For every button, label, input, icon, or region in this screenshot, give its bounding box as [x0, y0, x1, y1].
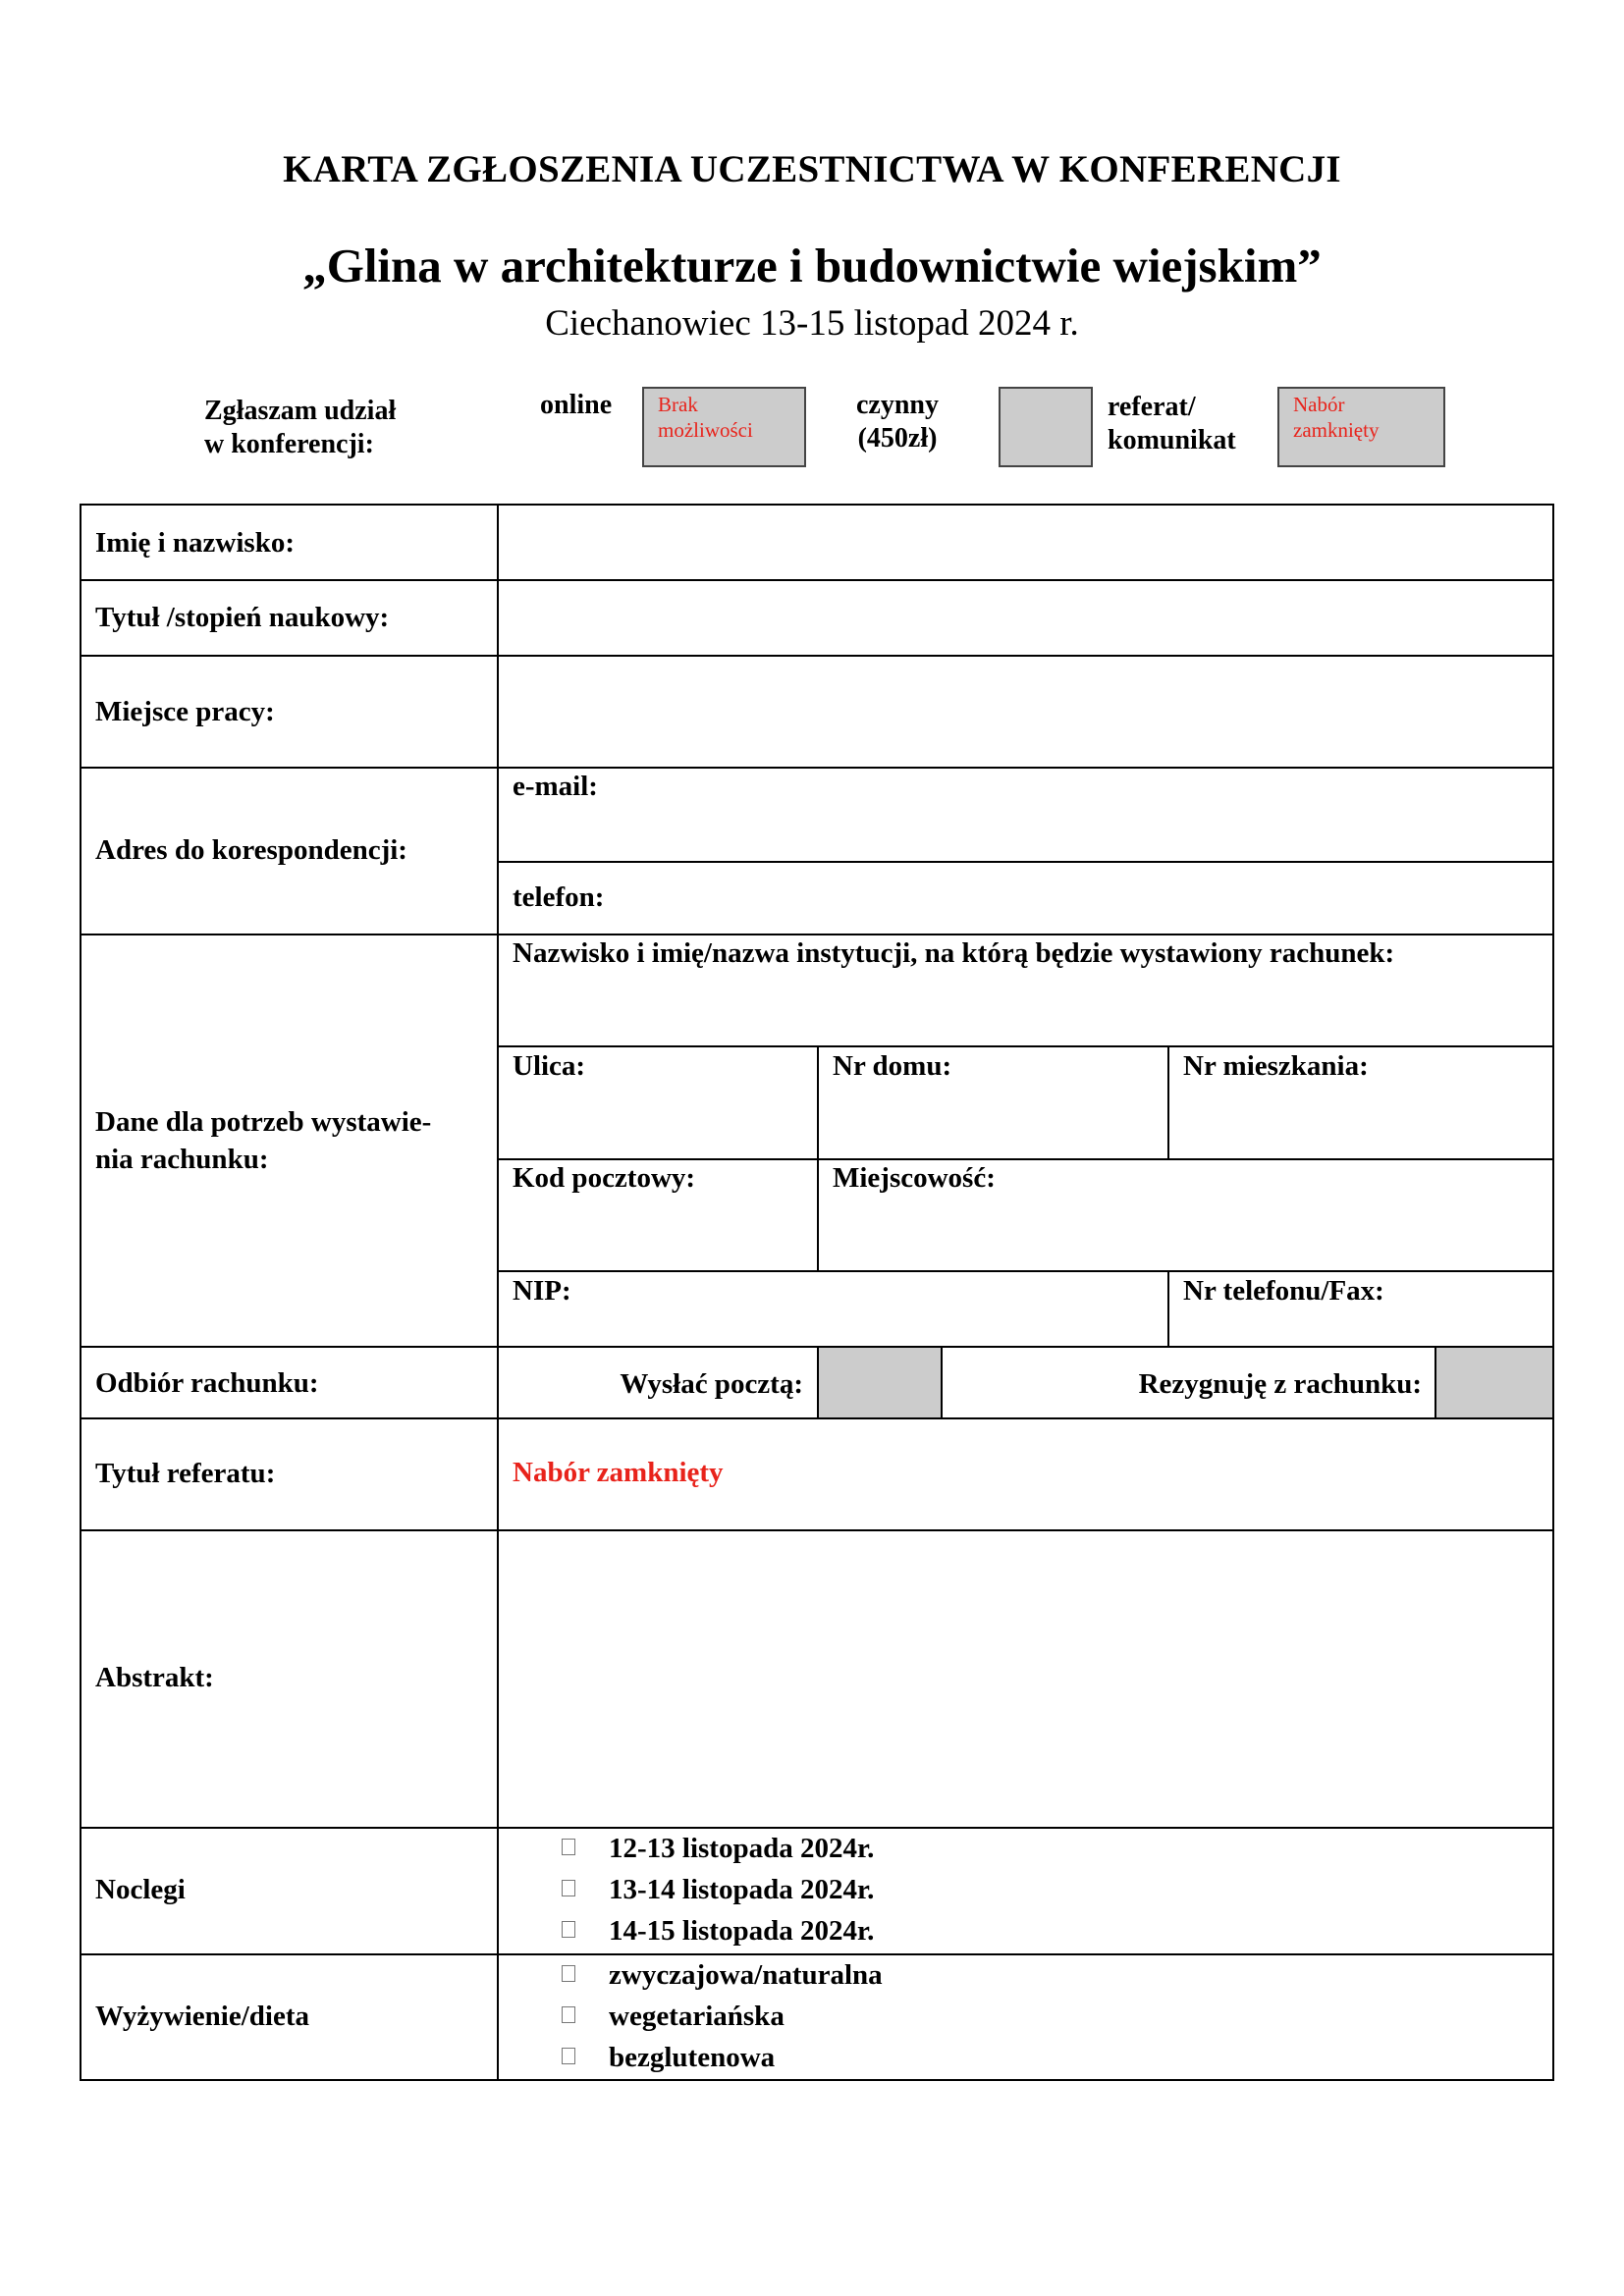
table-line [80, 2079, 1554, 2081]
name-label: Imię i nazwisko: [95, 527, 295, 559]
lodging-label: Noclegi [95, 1874, 186, 1905]
send-by-post-label: Wysłać pocztą: [620, 1368, 803, 1400]
phone-label: telefon: [513, 881, 605, 913]
abstract-input[interactable] [500, 1532, 1551, 1826]
table-line [80, 767, 1554, 769]
paper-title-label: Tytuł referatu: [95, 1458, 276, 1489]
no-invoice-checkbox[interactable] [1436, 1347, 1552, 1417]
diet-label: Wyżywienie/dieta [95, 2001, 309, 2032]
online-checkbox[interactable]: Brak możliwości [642, 387, 806, 467]
table-line [80, 1827, 1554, 1829]
lodging-option-3-checkbox[interactable] [562, 1921, 575, 1938]
abstract-label: Abstrakt: [95, 1662, 214, 1693]
workplace-input[interactable] [500, 658, 1551, 766]
lodging-option-2-checkbox[interactable] [562, 1880, 575, 1896]
table-line [1167, 1045, 1169, 1158]
table-line [498, 861, 1554, 863]
email-label: e-mail: [513, 771, 598, 802]
paper-checkbox[interactable]: Nabór zamknięty [1277, 387, 1445, 467]
table-line [80, 1417, 1554, 1419]
postal-code-label: Kod pocztowy: [513, 1162, 696, 1194]
table-line [498, 1270, 1554, 1272]
diet-option-1-checkbox[interactable] [562, 1965, 575, 1982]
lodging-option-2-label: 13-14 listopada 2024r. [609, 1874, 875, 1905]
table-line [817, 1045, 819, 1270]
online-label: online [540, 390, 613, 420]
invoice-receipt-label: Odbiór rachunku: [95, 1367, 319, 1399]
diet-option-2-label: wegetariańska [609, 2001, 785, 2032]
table-line [498, 1045, 1554, 1047]
invoice-data-label: Dane dla potrzeb wystawie- nia rachunku: [95, 1106, 432, 1175]
flat-number-label: Nr mieszkania: [1183, 1050, 1369, 1082]
active-participation-checkbox[interactable] [999, 387, 1093, 467]
participation-label: Zgłaszam udział w konferencji: [204, 396, 397, 459]
table-line [80, 504, 81, 2081]
city-label: Miejscowość: [833, 1162, 996, 1194]
table-line [80, 1529, 1554, 1531]
conference-place-date: Ciechanowiec 13-15 listopad 2024 r. [545, 303, 1079, 344]
table-line [80, 579, 1554, 581]
house-number-label: Nr domu: [833, 1050, 952, 1082]
lodging-option-1-label: 12-13 listopada 2024r. [609, 1833, 875, 1864]
table-line [80, 504, 1554, 506]
send-by-post-checkbox[interactable] [819, 1347, 943, 1417]
table-line [1167, 1270, 1169, 1346]
diet-option-3-label: bezglutenowa [609, 2042, 776, 2073]
phone-fax-label: Nr telefonu/Fax: [1183, 1275, 1384, 1307]
diet-option-2-checkbox[interactable] [562, 2006, 575, 2023]
workplace-label: Miejsce pracy: [95, 696, 275, 727]
diet-option-1-label: zwyczajowa/naturalna [609, 1959, 883, 1991]
lodging-option-3-label: 14-15 listopada 2024r. [609, 1915, 875, 1947]
no-invoice-label: Rezygnuję z rachunku: [1138, 1368, 1422, 1400]
table-line [80, 655, 1554, 657]
diet-option-3-checkbox[interactable] [562, 2048, 575, 2064]
street-label: Ulica: [513, 1050, 586, 1082]
table-line [1435, 1346, 1436, 1417]
paper-label: referat/ komunikat [1108, 392, 1236, 455]
table-line [817, 1346, 819, 1417]
name-input[interactable] [500, 507, 1551, 578]
table-line [1552, 504, 1554, 2081]
table-line [497, 504, 499, 2081]
degree-label: Tytuł /stopień naukowy: [95, 602, 390, 633]
nip-label: NIP: [513, 1275, 571, 1307]
lodging-option-1-checkbox[interactable] [562, 1839, 575, 1855]
active-participation-label: czynny (450zł) [856, 390, 939, 454]
form-title: KARTA ZGŁOSZENIA UCZESTNICTWA W KONFERENCJI [283, 148, 1341, 190]
table-line [80, 1953, 1554, 1955]
conference-title: „Glina w architekturze i budownictwie wiejskim” [302, 239, 1322, 293]
invoice-name-label: Nazwisko i imię/nazwa instytucji, na którą będzie wystawiony rachunek: [513, 937, 1395, 969]
address-label: Adres do korespondencji: [95, 834, 407, 866]
paper-title-status: Nabór zamknięty [513, 1457, 724, 1488]
table-line [941, 1346, 943, 1417]
degree-input[interactable] [500, 582, 1551, 654]
